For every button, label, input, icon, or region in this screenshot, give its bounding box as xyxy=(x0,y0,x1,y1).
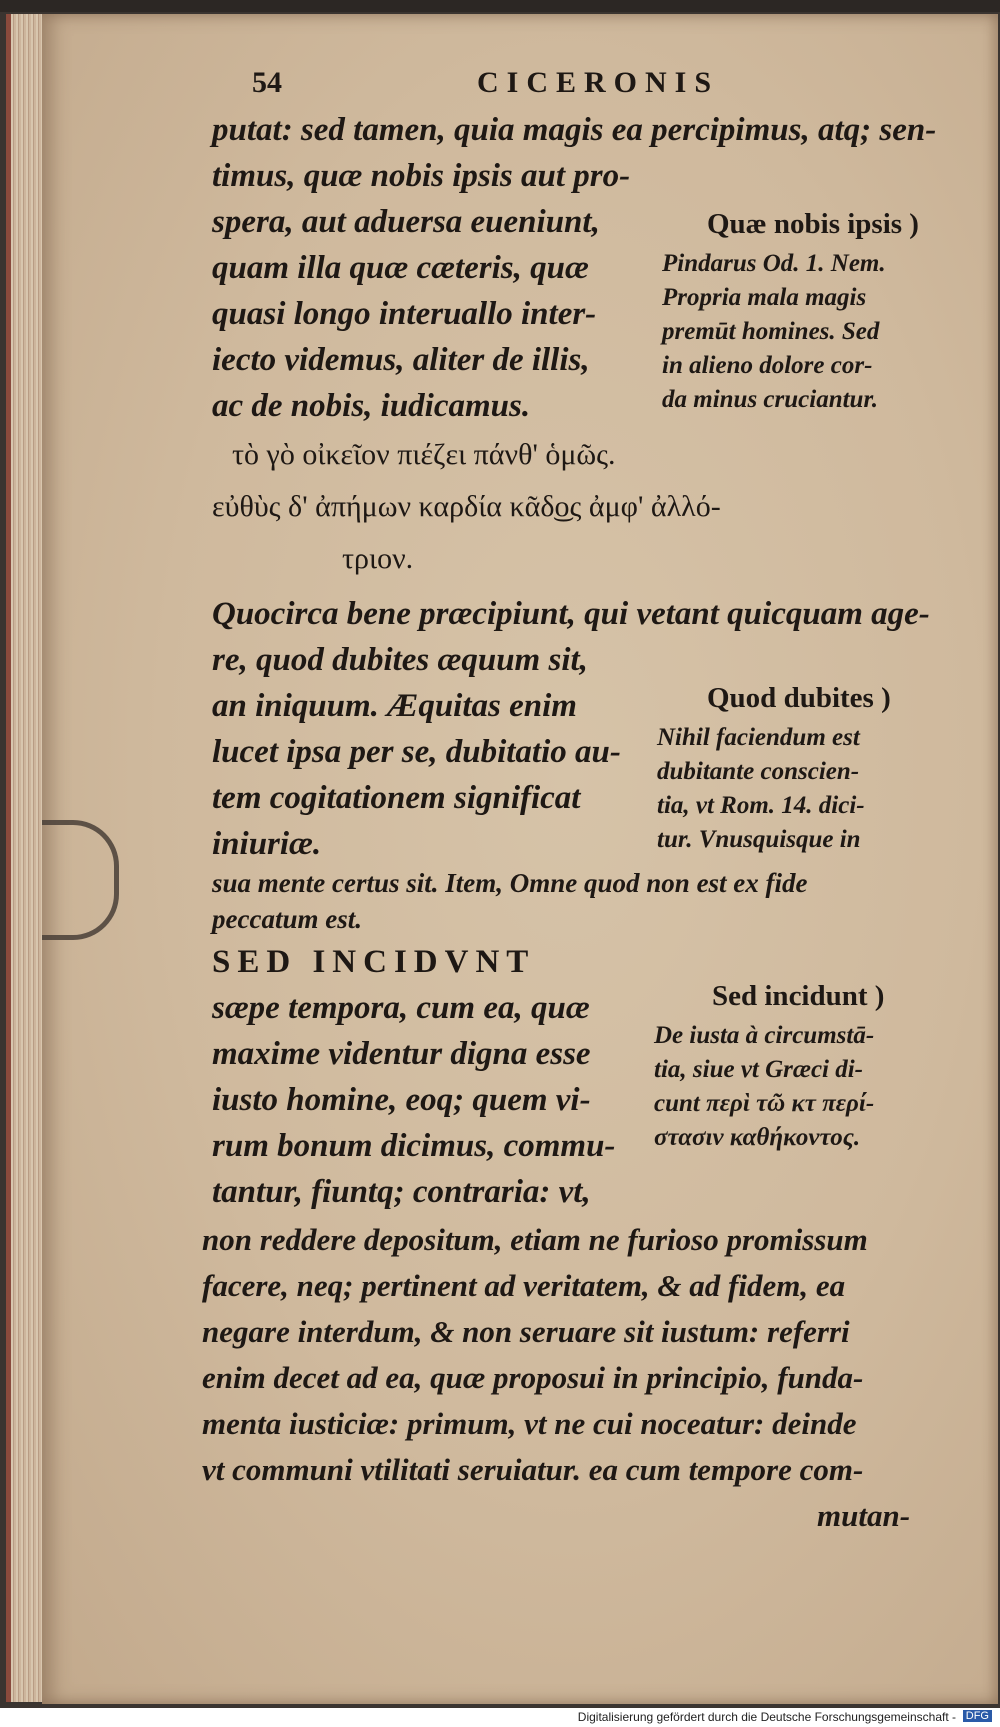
text-line: iusto homine, eoq; quem vi- xyxy=(212,1082,591,1118)
margin-note-heading: Sed incidunt ) xyxy=(712,980,885,1012)
footer-credit: Digitalisierung gefördert durch die Deutsche Forschungsgemeinschaft - xyxy=(577,1710,956,1724)
text-line: ac de nobis, iudicamus. xyxy=(212,388,531,424)
book-page xyxy=(42,14,998,1704)
running-title: CICERONIS xyxy=(477,66,720,99)
digitization-footer xyxy=(0,1708,1000,1727)
text-line: sua mente certus sit. Item, Omne quod non est ex fide xyxy=(212,868,808,898)
text-line: timus, quæ nobis ipsis aut pro- xyxy=(212,158,631,194)
text-line: menta iusticiæ: primum, vt ne cui noceatur: deinde xyxy=(202,1406,857,1441)
text-line: spera, aut aduersa eueniunt, xyxy=(212,204,600,240)
margin-note-line: Pindarus Od. 1. Nem. xyxy=(662,250,886,277)
book-clasp-ring xyxy=(42,820,119,940)
text-line: facere, neq; pertinent ad veritatem, & ad fidem, ea xyxy=(202,1268,846,1303)
margin-note-line: dubitante conscien- xyxy=(657,758,860,785)
margin-note-line: Nihil faciendum est xyxy=(657,724,860,751)
margin-note-line: tia, vt Rom. 14. dici- xyxy=(657,792,865,819)
margin-note-line: in alieno dolore cor- xyxy=(662,352,873,379)
margin-note-line: Propria mala magis xyxy=(662,284,867,311)
text-line: sæpe tempora, cum ea, quæ xyxy=(212,990,590,1026)
text-line: lucet ipsa per se, dubitatio au- xyxy=(212,734,621,770)
text-line: rum bonum dicimus, commu- xyxy=(212,1128,616,1164)
margin-note-heading: Quæ nobis ipsis ) xyxy=(707,208,919,240)
text-line: negare interdum, & non seruare sit iustum: referri xyxy=(202,1314,850,1349)
text-line: tantur, fiuntq; contraria: vt, xyxy=(212,1174,591,1210)
text-line: tem cogitationem significat xyxy=(212,780,581,816)
text-line: enim decet ad ea, quæ proposui in principio, funda- xyxy=(202,1360,864,1395)
text-line: non reddere depositum, etiam ne furioso promissum xyxy=(202,1222,868,1257)
text-line: quasi longo interuallo inter- xyxy=(212,296,597,332)
text-line: iecto videmus, aliter de illis, xyxy=(212,342,590,378)
text-line: putat: sed tamen, quia magis ea percipimus, atq; sen- xyxy=(212,112,937,148)
margin-note-line: premūt homines. Sed xyxy=(662,318,880,345)
margin-note-line: tur. Vnusquisque in xyxy=(657,826,861,853)
scan-background xyxy=(0,0,1000,12)
text-line: Quocirca bene præcipiunt, qui vetant quicquam age- xyxy=(212,596,930,632)
margin-note-line: στασιν καθήκοντος. xyxy=(654,1124,861,1151)
margin-note-heading: Quod dubites ) xyxy=(707,682,891,714)
margin-note-line: da minus cruciantur. xyxy=(662,386,879,413)
margin-note-line: De iusta à circumstā- xyxy=(654,1022,875,1049)
margin-note-line: cunt περὶ τῶ κτ περί- xyxy=(654,1090,875,1117)
text-line: maxime videntur digna esse xyxy=(212,1036,591,1072)
book-page-edges xyxy=(6,14,47,1702)
text-line: peccatum est. xyxy=(212,904,362,934)
section-opening-caps: SED INCIDVNT xyxy=(212,944,536,980)
text-line: vt communi vtilitati seruiatur. ea cum tempore com- xyxy=(202,1452,864,1487)
text-line: re, quod dubites æquum sit, xyxy=(212,642,588,678)
greek-verse-line: εὐθὺς δ' ἀπήμων καρδία κᾶδ͜ος ἀμφ' ἀλλό- xyxy=(212,490,721,523)
greek-verse-line: τὸ γὸ οἰκεῖον πιέζει πάνθ' ὁμῶς. xyxy=(232,438,616,471)
catchword: mutan- xyxy=(817,1498,911,1533)
margin-note-line: tia, siue vt Græci di- xyxy=(654,1056,864,1083)
text-line: quam illa quæ cæteris, quæ xyxy=(212,250,589,286)
text-line: iniuriæ. xyxy=(212,826,322,862)
page-number: 54 xyxy=(252,66,282,99)
dfg-logo: DFG xyxy=(963,1710,992,1722)
greek-verse-line: τριον. xyxy=(342,542,414,575)
text-line: an iniquum. Æquitas enim xyxy=(212,688,577,724)
